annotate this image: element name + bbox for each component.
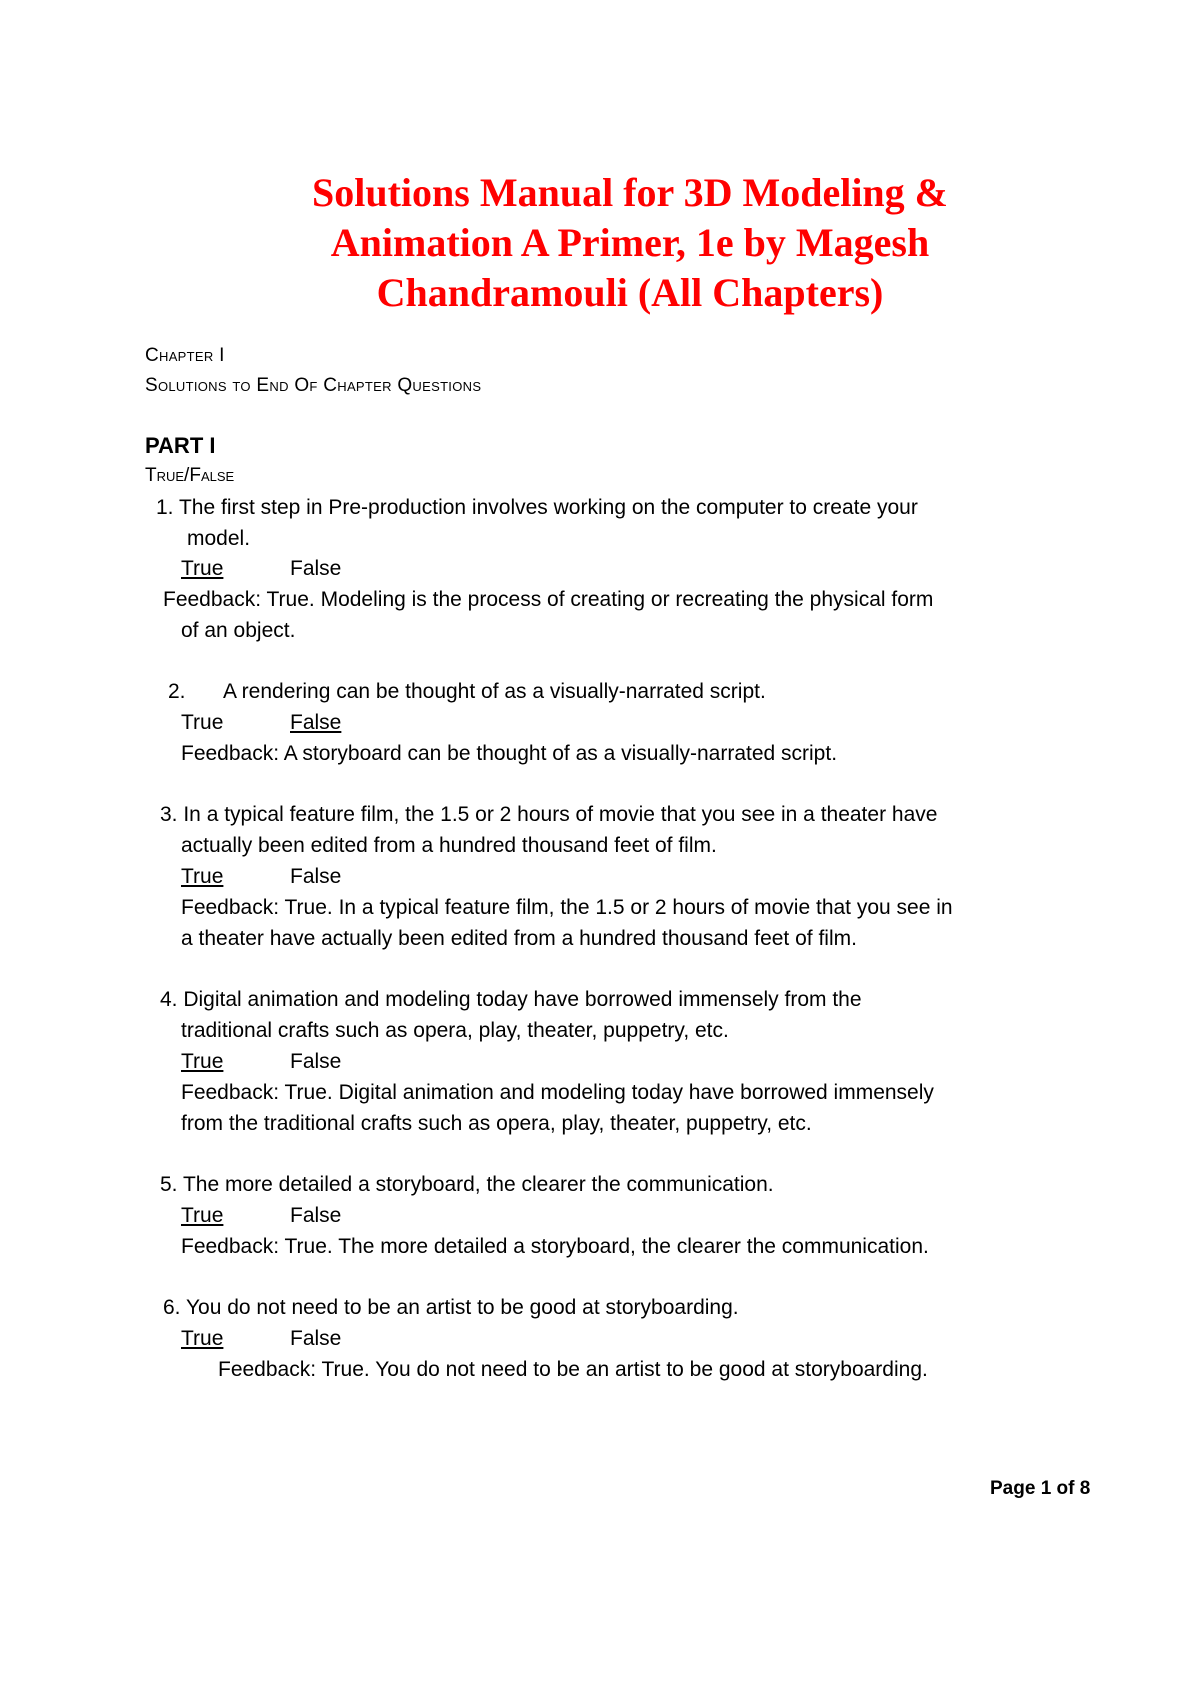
title-line-1: Solutions Manual for 3D Modeling & <box>312 170 948 215</box>
feedback-text: Feedback: True. The more detailed a storyboard, the clearer the communication. <box>181 1235 929 1258</box>
answer-true: True <box>181 711 224 734</box>
feedback-text: Feedback: True. In a typical feature film, the 1.5 or 2 hours of movie that you see in <box>181 896 953 919</box>
answer-true: True <box>181 1327 224 1350</box>
feedback-text: Feedback: True. Modeling is the process of creating or recreating the physical form <box>163 588 934 611</box>
question-text: 5. The more detailed a storyboard, the clearer the communication. <box>160 1173 774 1196</box>
question-text: A rendering can be thought of as a visually-narrated script. <box>223 680 766 703</box>
question-text: 4. Digital animation and modeling today have borrowed immensely from the <box>160 988 862 1011</box>
feedback-text: Feedback: A storyboard can be thought of as a visually-narrated script. <box>181 742 838 765</box>
question-text: 6. You do not need to be an artist to be good at storyboarding. <box>163 1296 739 1319</box>
part-heading: PART I <box>145 433 216 458</box>
title-line-3: Chandramouli (All Chapters) <box>376 270 884 315</box>
answer-false: False <box>290 557 342 580</box>
question-number: 2. <box>168 680 186 703</box>
answer-true: True <box>181 865 224 888</box>
answer-false: False <box>290 865 342 888</box>
chapter-subtitle: Solutions to End Of Chapter Questions <box>145 375 482 396</box>
question-text: 1. The first step in Pre-production involves working on the computer to create your <box>156 496 918 519</box>
section-heading: True/False <box>145 465 235 486</box>
question-text: traditional crafts such as opera, play, theater, puppetry, etc. <box>181 1019 729 1042</box>
feedback-text: from the traditional crafts such as opera, play, theater, puppetry, etc. <box>181 1112 812 1135</box>
answer-false: False <box>290 711 342 734</box>
page-number: Page 1 of 8 <box>990 1478 1091 1499</box>
answer-false: False <box>290 1327 342 1350</box>
chapter-heading: Chapter I <box>145 345 225 366</box>
answer-true: True <box>181 1204 224 1227</box>
feedback-text: a theater have actually been edited from a hundred thousand feet of film. <box>181 927 857 950</box>
document-title <box>160 168 1100 318</box>
question-text: 3. In a typical feature film, the 1.5 or 2 hours of movie that you see in a theater have <box>160 803 938 826</box>
feedback-text: of an object. <box>181 619 296 642</box>
answer-false: False <box>290 1050 342 1073</box>
title-line-2: Animation A Primer, 1e by Magesh <box>330 220 930 265</box>
answer-true: True <box>181 1050 224 1073</box>
feedback-text: Feedback: True. You do not need to be an artist to be good at storyboarding. <box>218 1358 928 1381</box>
feedback-text: Feedback: True. Digital animation and modeling today have borrowed immensely <box>181 1081 934 1104</box>
answer-true: True <box>181 557 224 580</box>
question-text: actually been edited from a hundred thousand feet of film. <box>181 834 717 857</box>
question-text: model. <box>187 527 251 550</box>
answer-false: False <box>290 1204 342 1227</box>
